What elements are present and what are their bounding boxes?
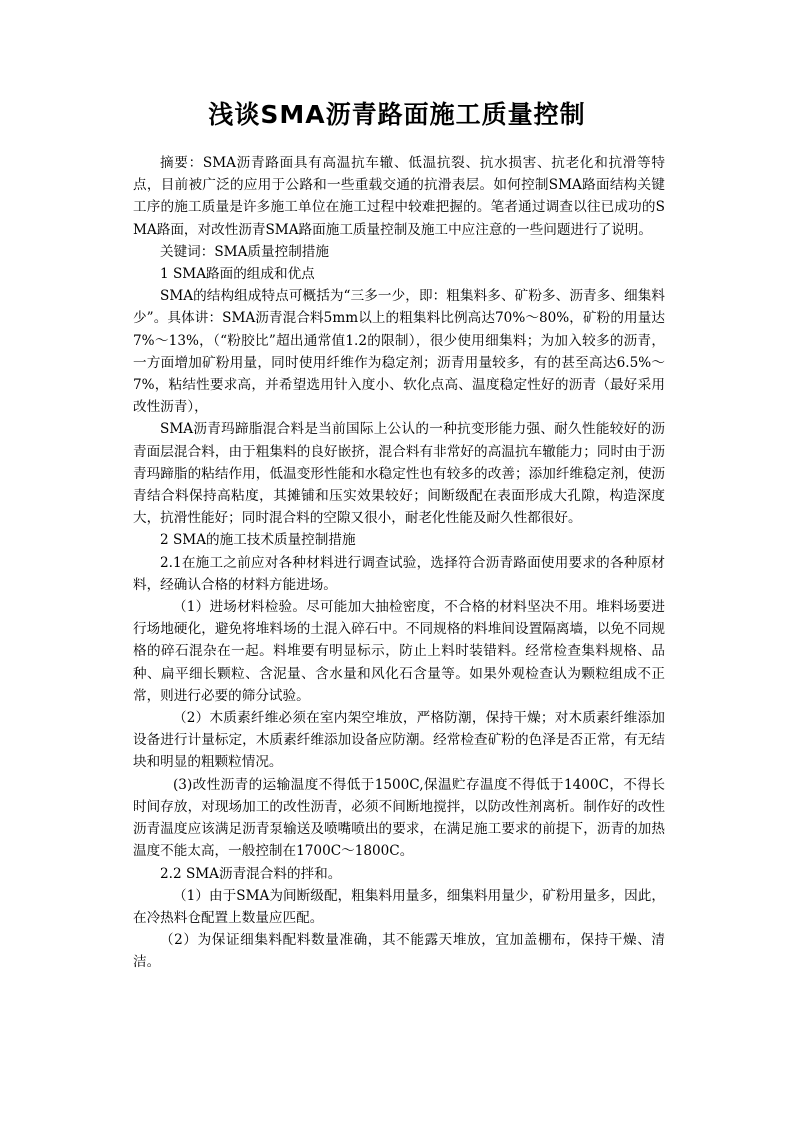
subsection-heading: 2.2 SMA沥青混合料的拌和。	[160, 865, 342, 882]
list-paragraph: （1）进场材料检验。尽可能加大抽检密度，不合格的材料坚决不用。堆料场要进行场地硬化，避免将堆料场的土混入碎石中。不同规格的料堆间设置隔离墙，以免不同规格的碎石混杂在一起。料堆要有明显标示，防止上料时装错料。经常检查集料规格、品种、扁平细长颗粒、含泥量、含水量和风化石含量等。如果外观检查认为颗粒组成不正常，则进行必要的筛分试验。	[133, 599, 665, 704]
list-paragraph: （2）为保证细集料配料数量准确，其不能露天堆放，宜加盖棚布，保持干燥、清洁。	[133, 932, 665, 971]
body-paragraph: SMA沥青玛蹄脂混合料是当前国际上公认的一种抗变形能力强、耐久性能较好的沥青面层混合料，由于粗集料的良好嵌挤，混合料有非常好的高温抗车辙能力；同时由于沥青玛蹄脂的粘结作用，低温变形性能和水稳定性也有较多的改善；添加纤维稳定剂，使沥青结合料保持高粘度，其摊铺和压实效果较好；间断级配在表面形成大孔隙，构造深度大，抗滑性能好；同时混合料的空隙又很小，耐老化性能及耐久性都很好。	[133, 421, 665, 527]
section-heading-2: 2 SMA的施工技术质量控制措施	[160, 532, 356, 549]
body-paragraph: SMA的结构组成特点可概括为“三多一少，即：粗集料多、矿粉多、沥青多、细集料少”。具体讲：SMA沥青混合料5mm以上的粗集料比例高达70%～80%，矿粉的用量达7%～13%，（“粉胶比”超出通常值1.2的限制），很少使用细集料；为加入较多的沥青，一方面增加矿粉用量，同时使用纤维作为稳定剂；沥青用量较多，有的甚至高达6.5%～7%，粘结性要求高，并希望选用针入度小、软化点高、温度稳定性好的沥青（最好采用改性沥青），	[133, 288, 665, 416]
document-title: 浅谈SMA沥青路面施工质量控制	[208, 100, 586, 129]
body-paragraph: 2.1在施工之前应对各种材料进行调查试验，选择符合沥青路面使用要求的各种原材料，经确认合格的材料方能进场。	[133, 554, 665, 593]
list-paragraph: （1）由于SMA为间断级配，粗集料用量多，细集料用量少，矿粉用量多，因此，在冷热料仓配置上数量应匹配。	[133, 887, 665, 926]
list-paragraph: (3)改性沥青的运输温度不得低于1500C,保温贮存温度不得低于1400C，不得长时间存放，对现场加工的改性沥青，必须不间断地搅拌，以防改性剂离析。制作好的改性沥青温度应该满足沥青泵输送及喷嘴喷出的要求，在满足施工要求的前提下，沥青的加热温度不能太高，一般控制在1700C～1800C。	[133, 776, 665, 860]
section-heading-1: 1 SMA路面的组成和优点	[160, 266, 315, 283]
list-paragraph: （2）木质素纤维必须在室内架空堆放，严格防潮，保持干燥；对木质素纤维添加设备进行计量标定，木质素纤维添加设备应防潮。经常检查矿粉的色泽是否正常，有无结块和明显的粗颗粒情况。	[133, 710, 665, 771]
keywords-paragraph: 关键词：SMA质量控制措施	[160, 243, 329, 260]
document-body	[133, 152, 665, 974]
abstract-paragraph: 摘要：SMA沥青路面具有高温抗车辙、低温抗裂、抗水损害、抗老化和抗滑等特点，目前被广泛的应用于公路和一些重载交通的抗滑表层。如何控制SMA路面结构关键工序的施工质量是许多施工单位在施工过程中较难把握的。笔者通过调查以往已成功的SMA路面，对改性沥青SMA路面施工质量控制及施工中应注意的一些问题进行了说明。	[133, 155, 665, 238]
